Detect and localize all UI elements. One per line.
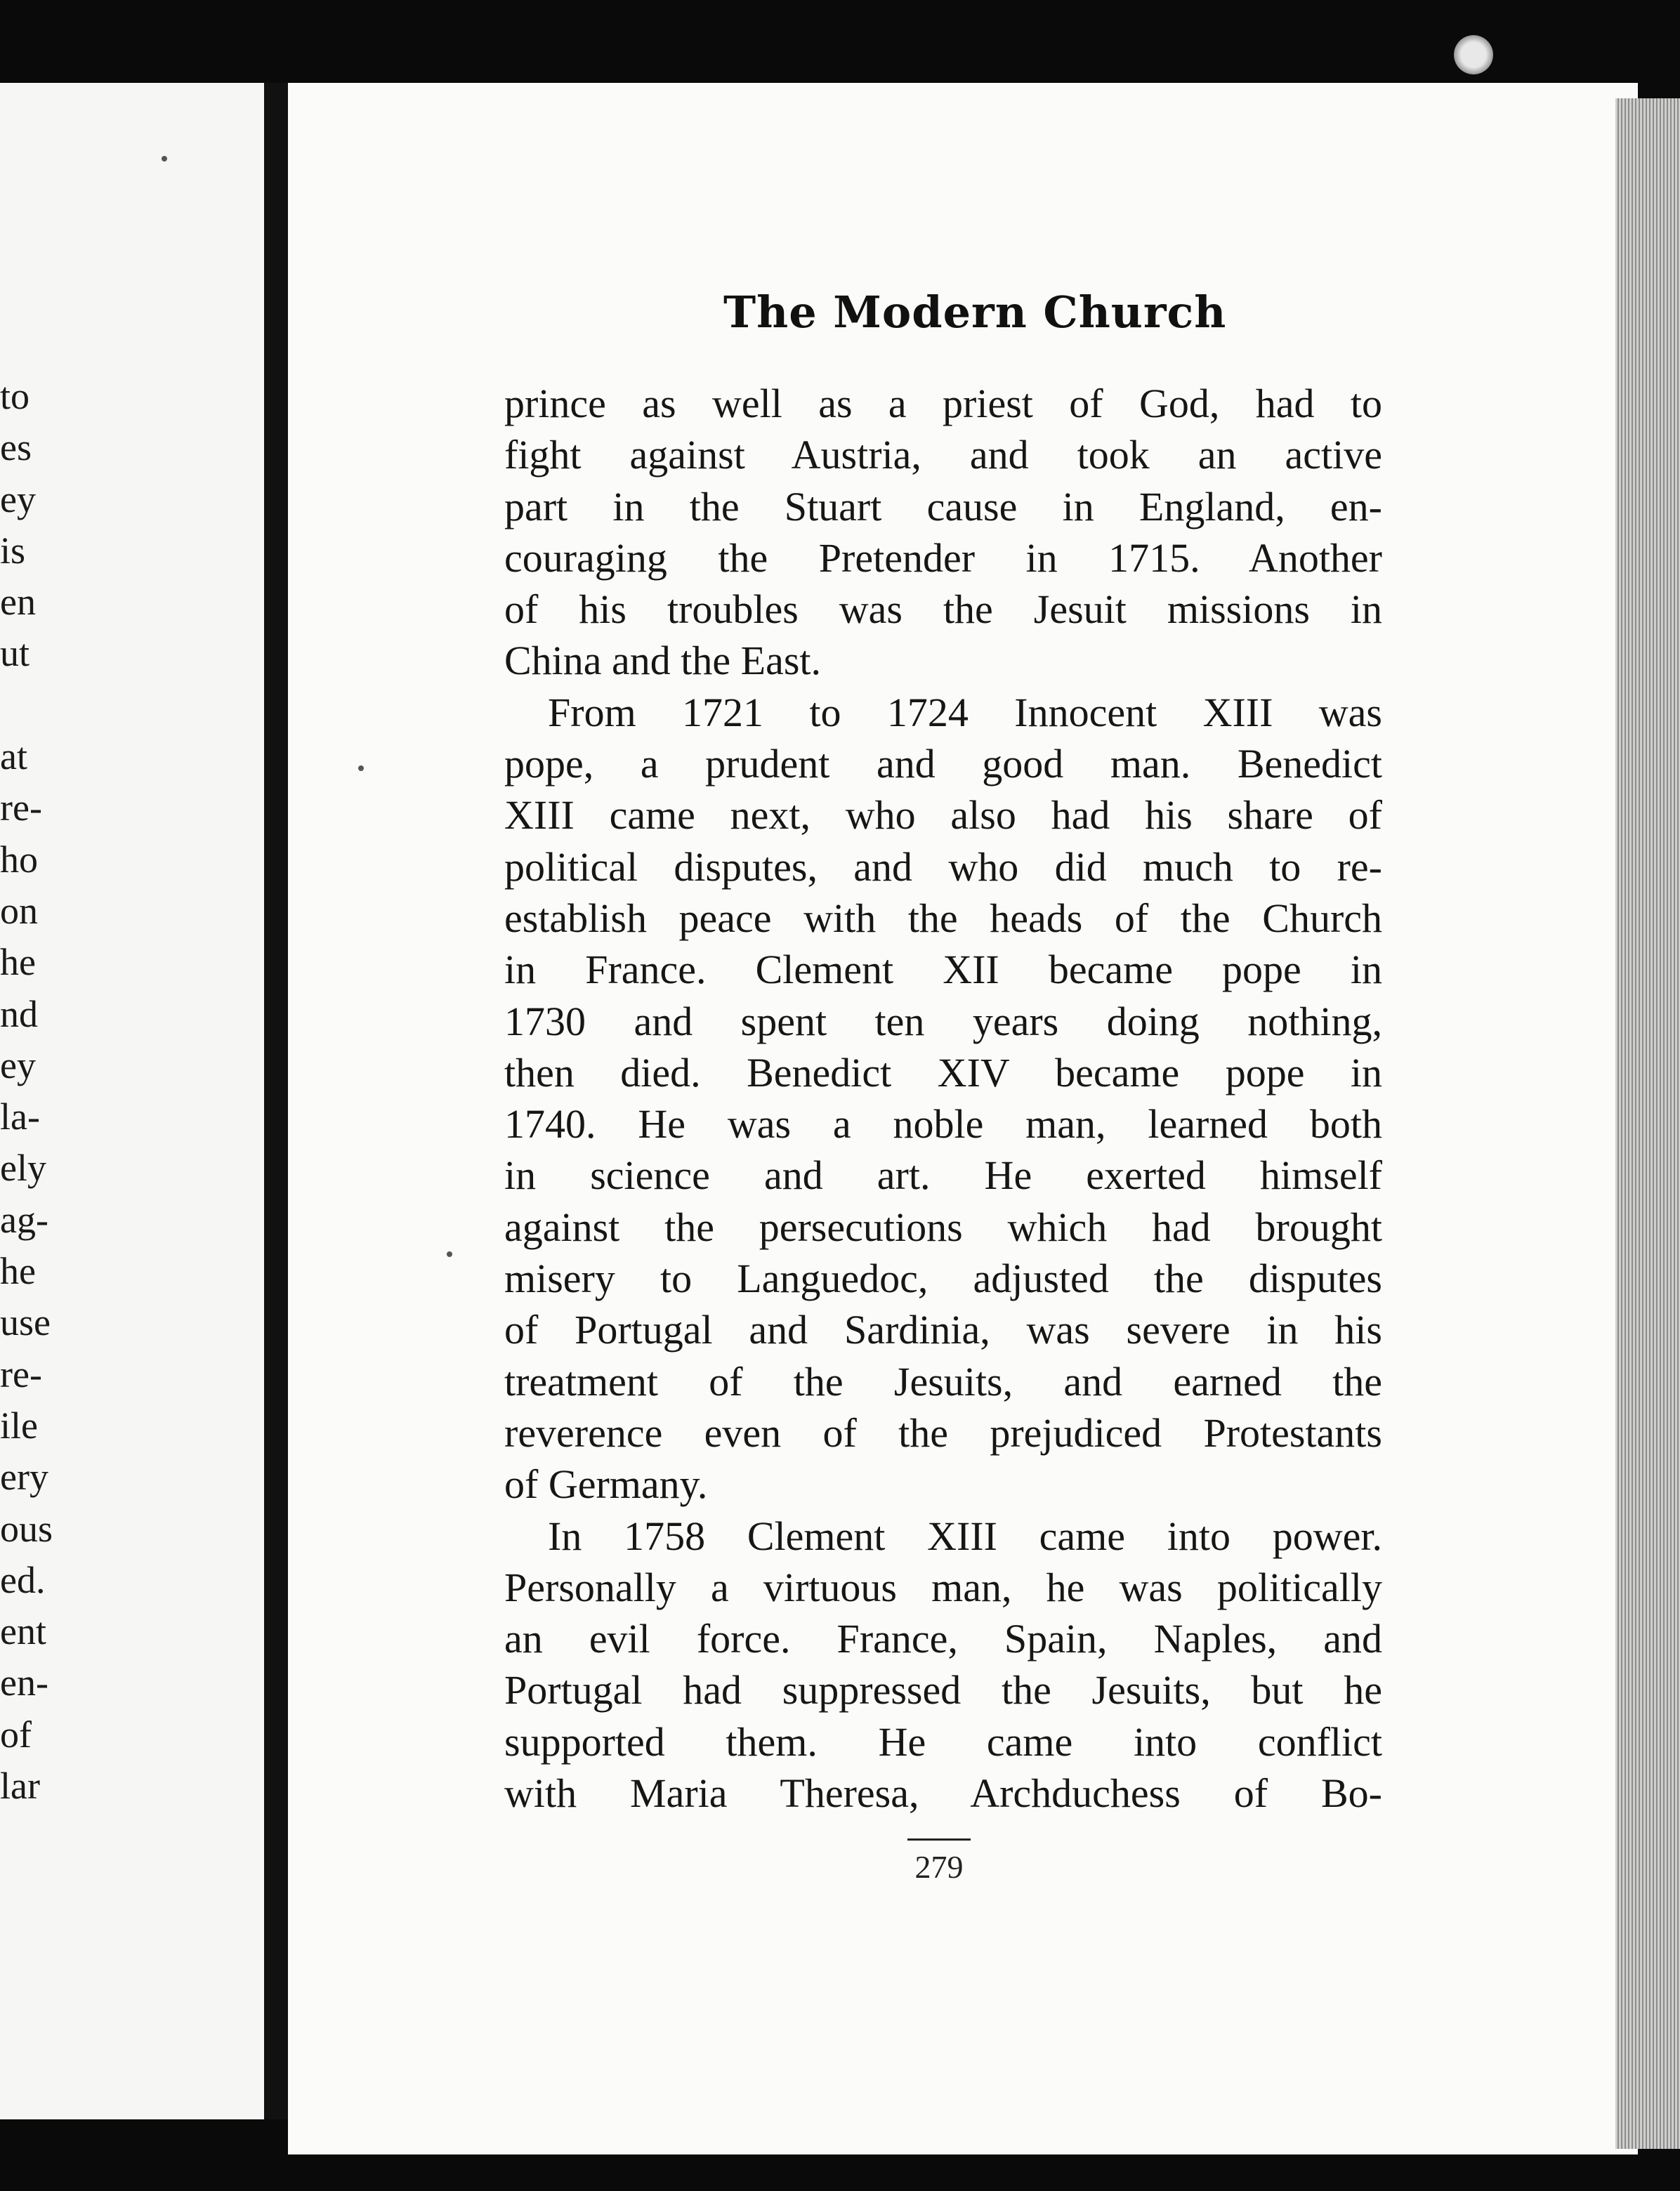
scan-speck — [358, 765, 364, 771]
left-fragment: re- — [0, 787, 42, 829]
left-fragment: en- — [0, 1662, 48, 1704]
left-fragment: ho — [0, 838, 38, 881]
text-line: 1730 and spent ten years doing nothing, — [504, 998, 1382, 1044]
scan-smudge — [1454, 35, 1493, 74]
text-line: Portugal had suppressed the Jesuits, but he — [504, 1667, 1382, 1713]
running-head: The Modern Church — [723, 287, 1227, 338]
left-fragment — [0, 680, 49, 731]
text-line: of Portugal and Sardinia, was severe in his — [504, 1307, 1382, 1353]
body-text — [504, 378, 1382, 1819]
text-line: In 1758 Clement XIII came into power. — [548, 1513, 1382, 1559]
left-fragment: ile — [0, 1404, 38, 1447]
text-line: then died. Benedict XIV became pope in — [504, 1049, 1382, 1096]
left-fragment: ed. — [0, 1558, 46, 1601]
text-line: misery to Languedoc, adjusted the disputes — [504, 1256, 1382, 1302]
scan-speck — [162, 156, 167, 162]
text-line: 1740. He was a noble man, learned both — [504, 1101, 1382, 1147]
left-fragment: lar — [0, 1765, 40, 1808]
text-line: supported them. He came into conflict — [504, 1718, 1382, 1765]
text-line: pope, a prudent and good man. Benedict — [504, 741, 1382, 787]
text-line: Personally a virtuous man, he was politically — [504, 1564, 1382, 1610]
left-fragment: he — [0, 1250, 36, 1293]
left-fragment: la- — [0, 1096, 40, 1138]
left-fragment: ent — [0, 1610, 46, 1653]
left-fragment: ut — [0, 632, 30, 675]
left-fragment: ely — [0, 1147, 46, 1190]
text-line: of Germany. — [504, 1461, 708, 1508]
text-line: couraging the Pretender in 1715. Another — [504, 534, 1382, 581]
text-line: fight against Austria, and took an active — [504, 432, 1382, 478]
left-page-text-fragments — [0, 371, 53, 1812]
text-line: establish peace with the heads of the Church — [504, 895, 1382, 941]
book-gutter — [264, 83, 289, 2119]
left-fragment: es — [0, 426, 32, 469]
text-line: XIII came next, who also had his share of — [504, 792, 1382, 838]
left-fragment: he — [0, 941, 36, 984]
text-line: in France. Clement XII became pope in — [504, 947, 1382, 993]
left-fragment: at — [0, 735, 27, 778]
left-fragment: ey — [0, 478, 36, 520]
text-line: political disputes, and who did much to re- — [504, 843, 1382, 890]
left-fragment: ous — [0, 1507, 53, 1550]
scan-speck — [447, 1251, 452, 1257]
page-number: 279 — [914, 1849, 964, 1885]
left-fragment: re- — [0, 1353, 42, 1395]
left-fragment: en — [0, 581, 36, 624]
text-line: part in the Stuart cause in England, en- — [504, 483, 1382, 529]
left-fragment: of — [0, 1713, 32, 1756]
text-line: against the persecutions which had brought — [504, 1204, 1382, 1250]
text-line: with Maria Theresa, Archduchess of Bo- — [504, 1770, 1382, 1817]
left-fragment: on — [0, 889, 38, 932]
left-fragment: ery — [0, 1456, 48, 1499]
left-fragment: nd — [0, 992, 38, 1035]
text-line: China and the East. — [504, 638, 822, 684]
page-fore-edge — [1615, 98, 1680, 2149]
left-fragment: to — [0, 375, 30, 417]
text-line: From 1721 to 1724 Innocent XIII was — [548, 689, 1382, 735]
text-line: of his troubles was the Jesuit missions in — [504, 586, 1382, 633]
text-line: treatment of the Jesuits, and earned the — [504, 1358, 1382, 1404]
text-line: prince as well as a priest of God, had to — [504, 381, 1382, 426]
text-line: an evil force. France, Spain, Naples, and — [504, 1616, 1382, 1662]
left-fragment: ag- — [0, 1198, 48, 1241]
page-number-rule — [907, 1838, 971, 1841]
left-fragment: use — [0, 1301, 51, 1344]
left-fragment: ey — [0, 1044, 36, 1086]
text-line: in science and art. He exerted himself — [504, 1152, 1382, 1199]
text-line: reverence even of the prejudiced Protestants — [504, 1409, 1382, 1456]
left-fragment: is — [0, 529, 26, 572]
